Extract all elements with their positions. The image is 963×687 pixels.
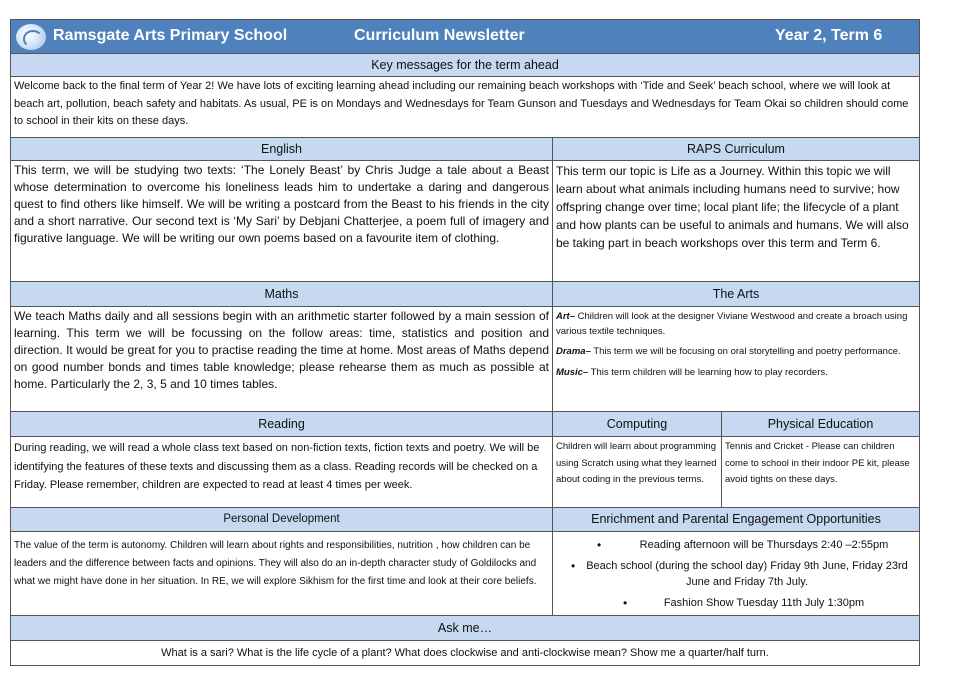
maths-text: We teach Maths daily and all sessions begin with an arithmetic starter followed by a main session of learning. This term we will be focussing on the follow areas: time, statistics and position and direction. It would be great for you to practise reading the time at home. Most areas of Maths depend on good number bonds and times table knowledge; please rehearse them as much as possible at home. Particularly the 2, 3, 5 and 10 times tables. [10, 306, 553, 412]
bullet-icon: • [597, 538, 602, 552]
newsletter-title: Curriculum Newsletter [354, 27, 525, 44]
arts-drama-line: Drama– This term we will be focusing on oral storytelling and poetry performance. [556, 346, 901, 357]
english-text: This term, we will be studying two texts: ‘The Lonely Beast’ by Chris Judge a tale about a Beast whose determination to overcome his loneliness leads him to undertake a daring and dangerous quest to find others like himself. We will be writing a postcard from the Beast to his friends in the city and a short narrative. Our second text is ‘My Sari’ by Debjani Chatterjee, a poem full of imagery and figurative language. We will be writing our own poems based on a favourite item of clothing. [10, 160, 553, 282]
arts-text [552, 306, 920, 412]
school-name: Ramsgate Arts Primary School [53, 27, 288, 44]
raps-heading: RAPS Curriculum [552, 137, 920, 161]
raps-text: This term our topic is Life as a Journey. Within this topic we will learn about what animals including humans need to survive; how offspring change over time; local plant life; the lifecycle of a plant and how plants can be useful to animals and humans. We will also be taking part in beach workshops over this term and Term 6. [552, 160, 920, 282]
maths-heading: Maths [10, 281, 553, 307]
pe-text: Tennis and Cricket - Please can children come to school in their indoor PE kit, please avoid tights on these days. [721, 436, 920, 508]
computing-heading: Computing [552, 411, 722, 437]
key-messages-heading: Key messages for the term ahead [10, 53, 920, 77]
enrichment-list [552, 531, 920, 616]
reading-text: During reading, we will read a whole class text based on non-fiction texts, fiction texts and poetry. We will be identifying the features of these texts and discussing them as a class. Reading records will be checked on a Friday. Please remember, children are expected to read at least 4 times per week. [10, 436, 553, 508]
reading-heading: Reading [10, 411, 553, 437]
english-heading: English [10, 137, 553, 161]
school-logo-icon [16, 24, 46, 50]
enrichment-item: • Beach school (during the school day) Friday 9th June, Friday 23rd June and Friday 7th July. [571, 559, 908, 588]
computing-text: Children will learn about programming using Scratch using what they learned about coding in the previous terms. [552, 436, 722, 508]
enrichment-heading: Enrichment and Parental Engagement Opportunities [552, 507, 920, 532]
bullet-icon: • [571, 559, 576, 573]
arts-music-line: Music– This term children will be learning how to play recorders. [556, 366, 828, 378]
enrichment-item: • Fashion Show Tuesday 11th July 1:30pm [623, 596, 865, 610]
term-label: Year 2, Term 6 [775, 27, 883, 44]
personal-text: The value of the term is autonomy. Children will learn about rights and responsibilities, nutrition , how children can be leaders and the difference between facts and opinions. They will also do an in-depth character study of Goldilocks and what we might have done in her situation. In RE, we will explore Sikhism for the first time and look at their core beliefs. [10, 531, 553, 616]
key-messages-text: Welcome back to the final term of Year 2! We have lots of exciting learning ahead including our remaining beach workshops with ‘Tide and Seek’ beach school, where we will look at beach art, pollution, beach safety and habitats. As usual, PE is on Mondays and Wednesdays for Team Gunson and Tuesdays and Wednesdays for Team Okai so children should come to school in their kits on these days. [10, 76, 920, 138]
personal-heading: Personal Development [10, 507, 553, 532]
pe-heading: Physical Education [721, 411, 920, 437]
ask-me-heading: Ask me… [10, 615, 920, 641]
enrichment-item: • Reading afternoon will be Thursdays 2:40 –2:55pm [597, 538, 889, 552]
title-bar [10, 19, 920, 54]
bullet-icon: • [623, 596, 628, 610]
ask-me-text: What is a sari? What is the life cycle of a plant? What does clockwise and anti-clockwise mean? Show me a quarter/half turn. [10, 640, 920, 666]
arts-heading: The Arts [552, 281, 920, 307]
arts-art-line: Art– Children will look at the designer Viviane Westwood and create a broach using various textile techniques. [556, 311, 908, 337]
